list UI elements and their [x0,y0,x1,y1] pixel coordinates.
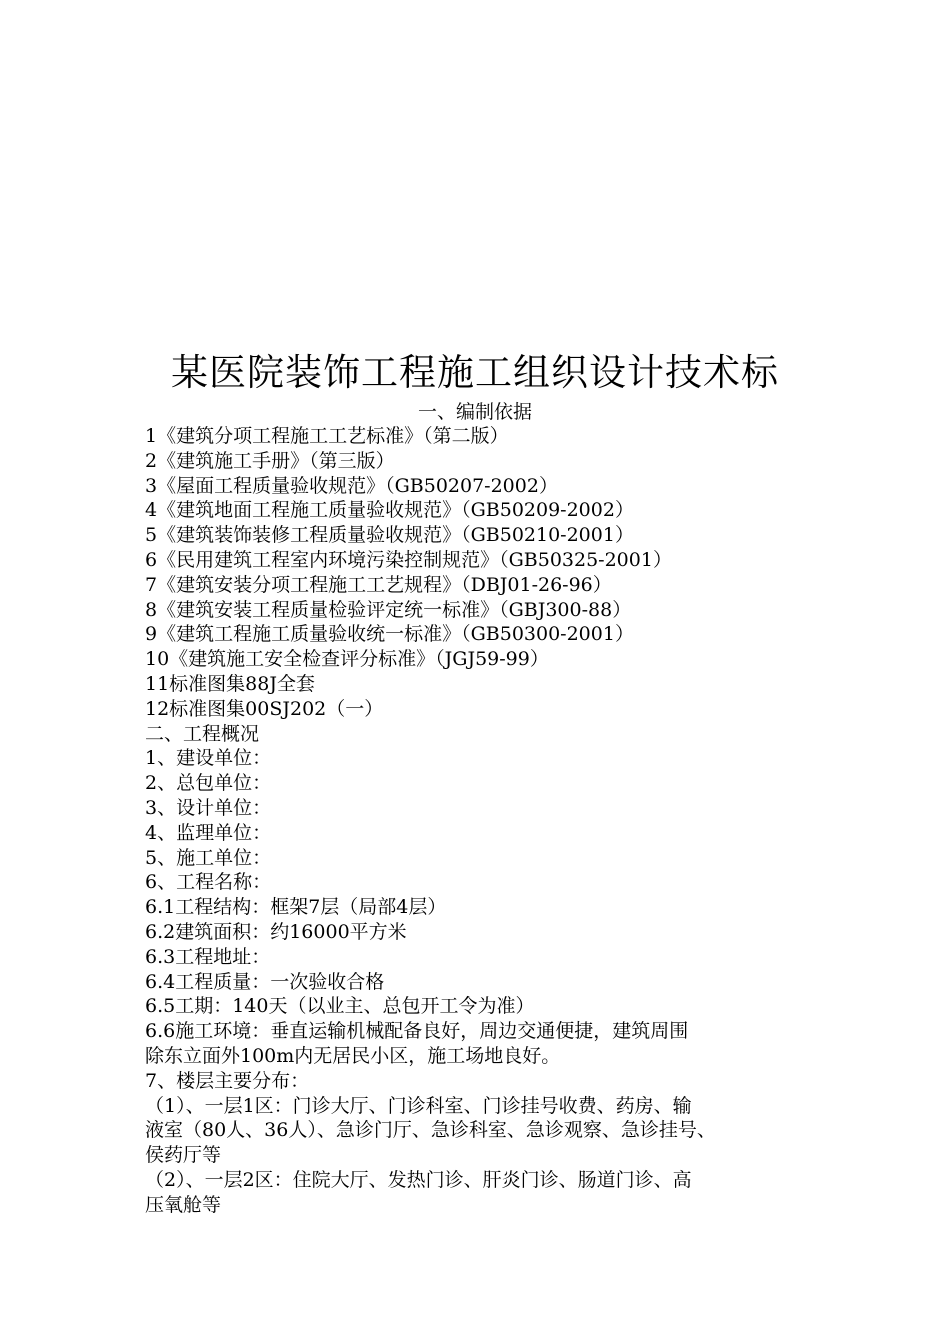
floor-description-line: 侯药厅等 [145,1144,222,1167]
floor-description-line: （1）、一层1区：门诊大厅、门诊科室、门诊挂号收费、药房、输 [145,1094,692,1117]
reference-item: 12标准图集00SJ202（一） [145,697,384,720]
reference-item: 5《建筑装饰装修工程质量验收规范》（GB50210-2001） [145,524,634,547]
reference-item: 10《建筑施工安全检查评分标准》（JGJ59-99） [145,648,549,671]
environment-line: 除东立面外100m内无居民小区，施工场地良好。 [145,1044,561,1067]
overview-item: 6.1工程结构：框架7层（局部4层） [145,896,447,919]
overview-item: 6.5工期：140天（以业主、总包开工令为准） [145,995,535,1018]
reference-item: 2《建筑施工手册》（第三版） [145,449,395,472]
floors-heading: 7、楼层主要分布： [145,1069,310,1092]
reference-item: 4《建筑地面工程施工质量验收规范》（GB50209-2002） [145,499,634,522]
floor-description-line: 液室（80人、36人）、急诊门厅、急诊科室、急诊观察、急诊挂号、 [145,1119,716,1142]
document-body [145,424,835,1218]
overview-item: 6.4工程质量：一次验收合格 [145,970,385,993]
overview-item: 3、设计单位： [145,796,272,819]
overview-item: 2、总包单位： [145,772,272,795]
overview-item: 5、施工单位： [145,846,272,869]
environment-line: 6.6施工环境：垂直运输机械配备良好，周边交通便捷，建筑周围 [145,1020,689,1043]
floor-description-line: 压氧舱等 [145,1193,222,1216]
overview-item: 6.3工程地址： [145,945,271,968]
floor-description-line: （2）、一层2区：住院大厅、发热门诊、肝炎门诊、肠道门诊、高 [145,1168,692,1191]
reference-item: 7《建筑安装分项工程施工工艺规程》（DBJ01-26-96） [145,573,612,596]
reference-item: 11标准图集88J全套 [145,672,315,695]
reference-item: 9《建筑工程施工质量验收统一标准》（GB50300-2001） [145,623,634,646]
reference-item: 1《建筑分项工程施工工艺标准》（第二版） [145,425,509,447]
document-title: 某医院装饰工程施工组织设计技术标 [171,351,779,394]
overview-item: 6、工程名称： [145,871,272,894]
overview-item: 1、建设单位： [145,747,272,770]
section-heading-overview: 二、工程概况 [145,722,260,745]
overview-item: 4、监理单位： [145,821,272,844]
overview-item: 6.2建筑面积：约16000平方米 [145,920,407,943]
reference-item: 8《建筑安装工程质量检验评定统一标准》（GBJ300-88） [145,598,632,621]
reference-item: 6《民用建筑工程室内环境污染控制规范》（GB50325-2001） [145,548,672,571]
reference-item: 3《屋面工程质量验收规范》（GB50207-2002） [145,474,558,497]
section-heading-basis: 一、编制依据 [417,401,532,423]
